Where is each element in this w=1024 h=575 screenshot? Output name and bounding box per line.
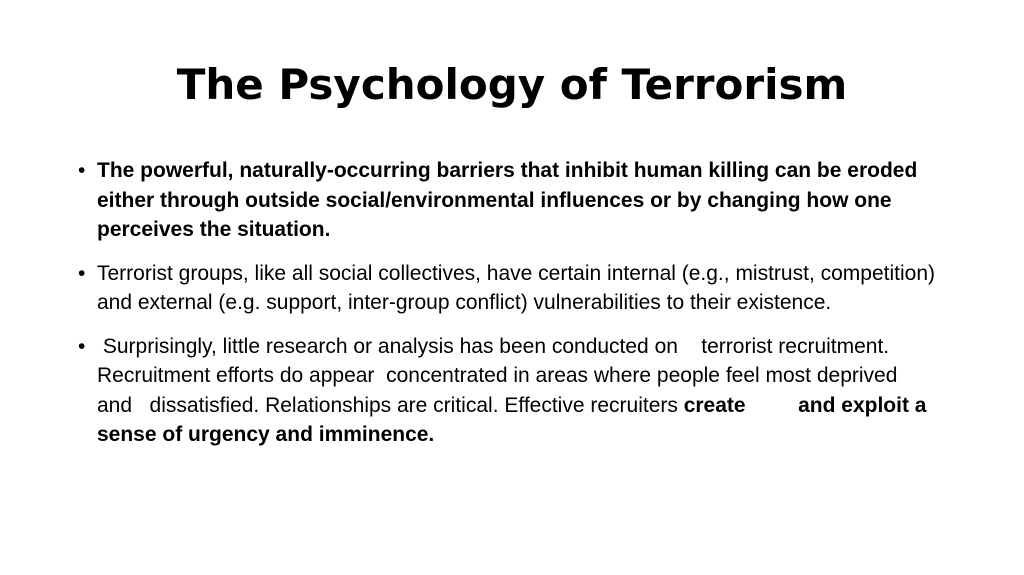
bullet-text: The powerful, naturally-occurring barriers that inhibit human killing can be eroded either through outside social/environmental influences or by changing how one perceives the situation. <box>97 159 918 241</box>
bullet-marker: • <box>78 261 86 285</box>
bullet-marker: • <box>78 334 86 358</box>
bullet-text: Terrorist groups, like all social collectives, have certain internal (e.g., mistrust, competition) and external (e.g. support, inter-group conflict) vulnerabilities to their existence. <box>97 261 935 314</box>
bullet-text: Surprisingly, little research or analysis has been conducted on terrorist recruitment. Recruitment efforts do appear concentrated in areas where people feel most deprived and dissatisfied. Relationships are critical. Effective recruiters <box>97 334 904 417</box>
slide-title: The Psychology of Terrorism <box>176 60 848 109</box>
bullet-list <box>78 156 938 464</box>
bullet-item <box>78 156 938 245</box>
bullet-text-bold: create and exploit a sense of urgency and imminence. <box>97 393 933 446</box>
bullet-item <box>78 259 938 318</box>
bullet-item <box>78 332 938 450</box>
bullet-marker: • <box>78 159 86 182</box>
